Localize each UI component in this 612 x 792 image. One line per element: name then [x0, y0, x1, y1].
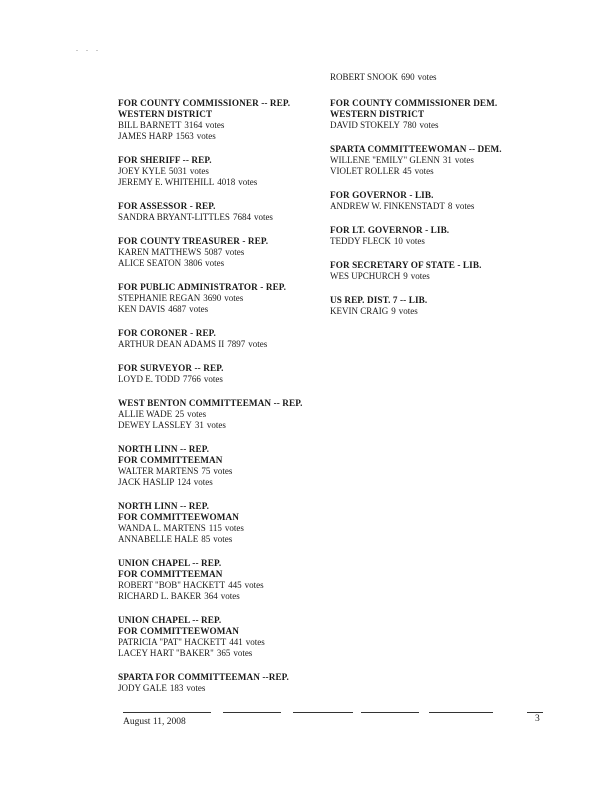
- candidate-line: [118, 120, 328, 131]
- race-heading: FOR COUNTY COMMISSIONER DEM.: [330, 98, 498, 108]
- candidate-line: [118, 247, 328, 258]
- candidate-line: [330, 120, 530, 131]
- race-heading: SPARTA FOR COMMITTEEMAN --REP.: [118, 672, 289, 682]
- race-block: [118, 201, 328, 223]
- candidate-line: [118, 258, 328, 269]
- candidate-name: STEPHANIE REGAN: [118, 293, 201, 303]
- vote-count: 7684: [232, 212, 251, 222]
- vote-unit: votes: [455, 201, 475, 211]
- candidate-name: DEWEY LASSLEY: [118, 420, 192, 430]
- candidate-line: [118, 477, 328, 488]
- race-block: [330, 260, 530, 282]
- race-heading: NORTH LINN -- REP.: [118, 444, 209, 454]
- vote-count: 124: [177, 477, 191, 487]
- vote-count: 183: [169, 683, 184, 693]
- race-heading: FOR COMMITTEEWOMAN: [118, 512, 239, 522]
- candidate-name: TEDDY FLECK: [330, 236, 391, 246]
- footer: [123, 712, 543, 732]
- race-block: [118, 363, 328, 385]
- vote-count: 75: [201, 466, 211, 476]
- vote-unit: votes: [225, 247, 245, 257]
- candidate-name: BILL BARNETT: [118, 120, 182, 130]
- vote-count: 690: [401, 72, 415, 82]
- vote-unit: votes: [398, 306, 418, 316]
- vote-count: 85: [201, 534, 211, 544]
- candidate-line: [118, 166, 328, 177]
- vote-unit: votes: [187, 409, 207, 419]
- vote-unit: votes: [419, 120, 439, 130]
- race-block: [330, 72, 530, 83]
- vote-count: 3690: [203, 293, 222, 303]
- race-heading: FOR SHERIFF -- REP.: [118, 155, 212, 165]
- candidate-name: DAVID STOKELY: [330, 120, 401, 130]
- vote-unit: votes: [196, 131, 216, 141]
- race-block: [330, 190, 530, 212]
- race-block: [330, 295, 530, 317]
- footer-rule: [223, 712, 281, 713]
- vote-count: 1563: [175, 131, 194, 141]
- candidate-line: [118, 648, 328, 659]
- vote-count: 780: [403, 120, 417, 130]
- vote-unit: votes: [238, 177, 258, 187]
- race-heading: SPARTA COMMITTEEWOMAN -- DEM.: [330, 144, 502, 154]
- vote-count: 9: [403, 271, 408, 281]
- candidate-name: WES UPCHURCH: [330, 271, 401, 281]
- vote-count: 9: [391, 306, 396, 316]
- candidate-line: [118, 523, 328, 534]
- vote-unit: votes: [248, 339, 268, 349]
- vote-unit: votes: [203, 374, 223, 384]
- vote-count: 45: [402, 166, 412, 176]
- race-heading: WEST BENTON COMMITTEEMAN -- REP.: [118, 398, 303, 408]
- vote-count: 5087: [204, 247, 223, 257]
- race-block: [118, 501, 328, 545]
- race-heading: FOR COMMITTEEMAN: [118, 455, 223, 465]
- vote-unit: votes: [245, 637, 265, 647]
- candidate-name: ALLIE WADE: [118, 409, 173, 419]
- footer-rule: [123, 712, 211, 713]
- candidate-line: [118, 466, 328, 477]
- candidate-line: [118, 339, 328, 350]
- vote-unit: votes: [253, 212, 273, 222]
- right-column: [330, 72, 530, 330]
- race-block: [118, 155, 328, 188]
- candidate-line: [118, 293, 328, 304]
- candidate-name: KAREN MATTHEWS: [118, 247, 202, 257]
- candidate-name: PATRICIA "PAT" HACKETT: [118, 637, 227, 647]
- race-heading: FOR PUBLIC ADMINISTRATOR - REP.: [118, 282, 287, 292]
- vote-unit: votes: [186, 683, 206, 693]
- candidate-line: [118, 683, 328, 694]
- race-heading: FOR SURVEYOR -- REP.: [118, 363, 224, 373]
- vote-unit: votes: [193, 477, 213, 487]
- race-block: [118, 558, 328, 602]
- candidate-name: JEREMY E. WHITEHILL: [118, 177, 215, 187]
- vote-count: 7897: [227, 339, 246, 349]
- candidate-line: [118, 177, 328, 188]
- vote-count: 31: [194, 420, 204, 430]
- race-block: [118, 282, 328, 315]
- race-block: [118, 98, 328, 142]
- race-heading: NORTH LINN -- REP.: [118, 501, 209, 511]
- vote-unit: votes: [220, 591, 240, 601]
- candidate-name: KEN DAVIS: [118, 304, 166, 314]
- race-heading: FOR CORONER - REP.: [118, 328, 216, 338]
- vote-count: 4687: [168, 304, 187, 314]
- candidate-name: WILLENE "EMILY" GLENN: [330, 155, 440, 165]
- vote-unit: votes: [189, 166, 209, 176]
- vote-count: 25: [175, 409, 185, 419]
- candidate-name: ALICE SEATON: [118, 258, 182, 268]
- candidate-name: LOYD E. TODD: [118, 374, 180, 384]
- vote-count: 365: [216, 648, 231, 658]
- vote-unit: votes: [206, 420, 226, 430]
- candidate-line: [118, 304, 328, 315]
- vote-unit: votes: [224, 293, 244, 303]
- race-heading: UNION CHAPEL -- REP.: [118, 558, 222, 568]
- vote-unit: votes: [205, 120, 225, 130]
- candidate-line: [118, 534, 328, 545]
- candidate-line: [118, 591, 328, 602]
- race-heading: FOR ASSESSOR - REP.: [118, 201, 216, 211]
- vote-unit: votes: [205, 258, 225, 268]
- candidate-line: [330, 201, 530, 212]
- candidate-name: JACK HASLIP: [118, 477, 175, 487]
- race-block: [330, 98, 530, 131]
- candidate-line: [330, 155, 530, 166]
- footer-rule: [293, 712, 353, 713]
- vote-count: 364: [204, 591, 218, 601]
- race-heading: US REP. DIST. 7 -- LIB.: [330, 295, 428, 305]
- candidate-name: ANNABELLE HALE: [118, 534, 199, 544]
- scan-speck: . . .: [76, 44, 101, 53]
- candidate-line: [330, 72, 530, 83]
- race-block: [118, 236, 328, 269]
- race-heading: FOR COUNTY TREASURER - REP.: [118, 236, 269, 246]
- race-heading: FOR GOVERNOR - LIB.: [330, 190, 434, 200]
- vote-unit: votes: [417, 72, 437, 82]
- vote-count: 31: [442, 155, 452, 165]
- vote-count: 10: [393, 236, 403, 246]
- race-heading: FOR COMMITTEEWOMAN: [118, 626, 239, 636]
- race-heading: FOR LT. GOVERNOR - LIB.: [330, 225, 450, 235]
- candidate-line: [118, 131, 328, 142]
- candidate-name: WANDA L. MARTENS: [118, 523, 206, 533]
- vote-count: 5031: [168, 166, 187, 176]
- footer-rule: [361, 712, 419, 713]
- candidate-line: [330, 271, 530, 282]
- race-heading: WESTERN DISTRICT: [118, 109, 213, 119]
- footer-rule: [429, 712, 493, 713]
- candidate-name: ARTHUR DEAN ADAMS II: [118, 339, 225, 349]
- vote-count: 3164: [184, 120, 203, 130]
- vote-count: 3806: [184, 258, 203, 268]
- candidate-name: LACEY HART "BAKER": [118, 648, 214, 658]
- candidate-line: [118, 637, 328, 648]
- race-heading: UNION CHAPEL -- REP.: [118, 615, 222, 625]
- candidate-line: [118, 212, 328, 223]
- vote-unit: votes: [233, 648, 253, 658]
- candidate-name: RICHARD L. BAKER: [118, 591, 202, 601]
- candidate-line: [118, 580, 328, 591]
- candidate-line: [330, 306, 530, 317]
- vote-unit: votes: [405, 236, 425, 246]
- vote-count: 441: [229, 637, 243, 647]
- race-block: [118, 615, 328, 659]
- candidate-name: VIOLET ROLLER: [330, 166, 400, 176]
- vote-unit: votes: [213, 534, 233, 544]
- race-heading: WESTERN DISTRICT: [330, 109, 425, 119]
- candidate-line: [330, 166, 530, 177]
- vote-count: 115: [208, 523, 222, 533]
- race-heading: FOR SECRETARY OF STATE - LIB.: [330, 260, 482, 270]
- candidate-name: ROBERT SNOOK: [330, 72, 399, 82]
- race-block: [118, 444, 328, 488]
- vote-count: 8: [447, 201, 453, 211]
- race-heading: FOR COUNTY COMMISSIONER -- REP.: [118, 98, 291, 108]
- vote-unit: votes: [454, 155, 474, 165]
- candidate-name: JAMES HARP: [118, 131, 173, 141]
- candidate-name: KEVIN CRAIG: [330, 306, 389, 316]
- candidate-name: ANDREW W. FINKENSTADT: [330, 201, 445, 211]
- footer-rule: [527, 712, 543, 713]
- footer-date: August 11, 2008: [123, 717, 186, 727]
- race-heading: FOR COMMITTEEMAN: [118, 569, 223, 579]
- candidate-line: [118, 374, 328, 385]
- candidate-line: [330, 236, 530, 247]
- candidate-name: ROBERT "BOB" HACKETT: [118, 580, 226, 590]
- vote-unit: votes: [189, 304, 209, 314]
- vote-unit: votes: [244, 580, 264, 590]
- race-block: [118, 672, 328, 694]
- vote-unit: votes: [213, 466, 233, 476]
- candidate-line: [118, 409, 328, 420]
- vote-count: 4018: [217, 177, 236, 187]
- vote-unit: votes: [414, 166, 434, 176]
- candidate-name: JODY GALE: [118, 683, 167, 693]
- vote-count: 445: [228, 580, 242, 590]
- candidate-name: WALTER MARTENS: [118, 466, 199, 476]
- race-block: [330, 225, 530, 247]
- race-block: [118, 328, 328, 350]
- vote-unit: votes: [224, 523, 244, 533]
- left-column: [118, 98, 328, 707]
- page-number: 3: [535, 714, 540, 724]
- candidate-name: SANDRA BRYANT-LITTLES: [118, 212, 230, 222]
- vote-unit: votes: [410, 271, 430, 281]
- race-block: [118, 398, 328, 431]
- vote-count: 7766: [182, 374, 201, 384]
- candidate-line: [118, 420, 328, 431]
- candidate-name: JOEY KYLE: [118, 166, 166, 176]
- race-block: [330, 144, 530, 177]
